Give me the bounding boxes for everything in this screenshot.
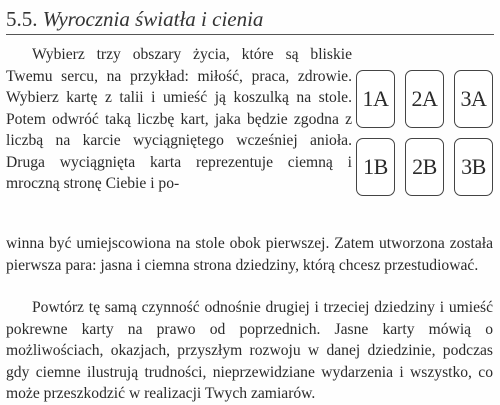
card-layout-diagram <box>356 70 494 210</box>
paragraph-1 <box>6 44 352 195</box>
paragraph-1-continued: winna być umiejscowiona na stole obok pierwszej. Zatem utworzona została pierwsza para: jasna i ciemna strona dziedziny, którą chcesz przestudiować. <box>6 235 493 274</box>
card-3b: 3B <box>454 138 493 196</box>
card-1b: 1B <box>356 138 395 196</box>
card-2a: 2A <box>405 70 444 128</box>
section-title: Wyrocznia światła i cienia <box>42 7 264 31</box>
paragraph-2-text: Powtórz tę samą czynność odnośnie drugiej i trzeciej dziedziny i umieść pokrewne karty na prawo od poprzednich. Jasne karty mówią o możliwościach, okazjach, przyszłym rozwoju w danej dziedzinie, podczas gdy ciemne ilustrują trudności, nieprzewidziane wydarzenia i wszystko, co może przeszkodzić w realizacji Twych zamiarów. <box>6 299 493 402</box>
section-number: 5.5. <box>6 7 38 31</box>
paragraph-2 <box>6 297 493 405</box>
paragraph-1-text: Wybierz trzy obszary życia, które są bliskie Twemu sercu, na przykład: miłość, praca, zdrowie. Wybierz kartę z talii i umieść ją koszulką na stole. Potem odwróć taką liczbę kart, jaka będzie zgodna z liczbą na karcie wyciągniętego wcześniej anioła. Druga wyciągnięta karta reprezentuje ciemną i mroczną stronę Ciebie i po- <box>6 46 352 192</box>
card-2b: 2B <box>405 138 444 196</box>
card-1a: 1A <box>356 70 395 128</box>
heading-underline <box>6 34 494 35</box>
section-heading <box>6 6 263 32</box>
card-3a: 3A <box>454 70 493 128</box>
